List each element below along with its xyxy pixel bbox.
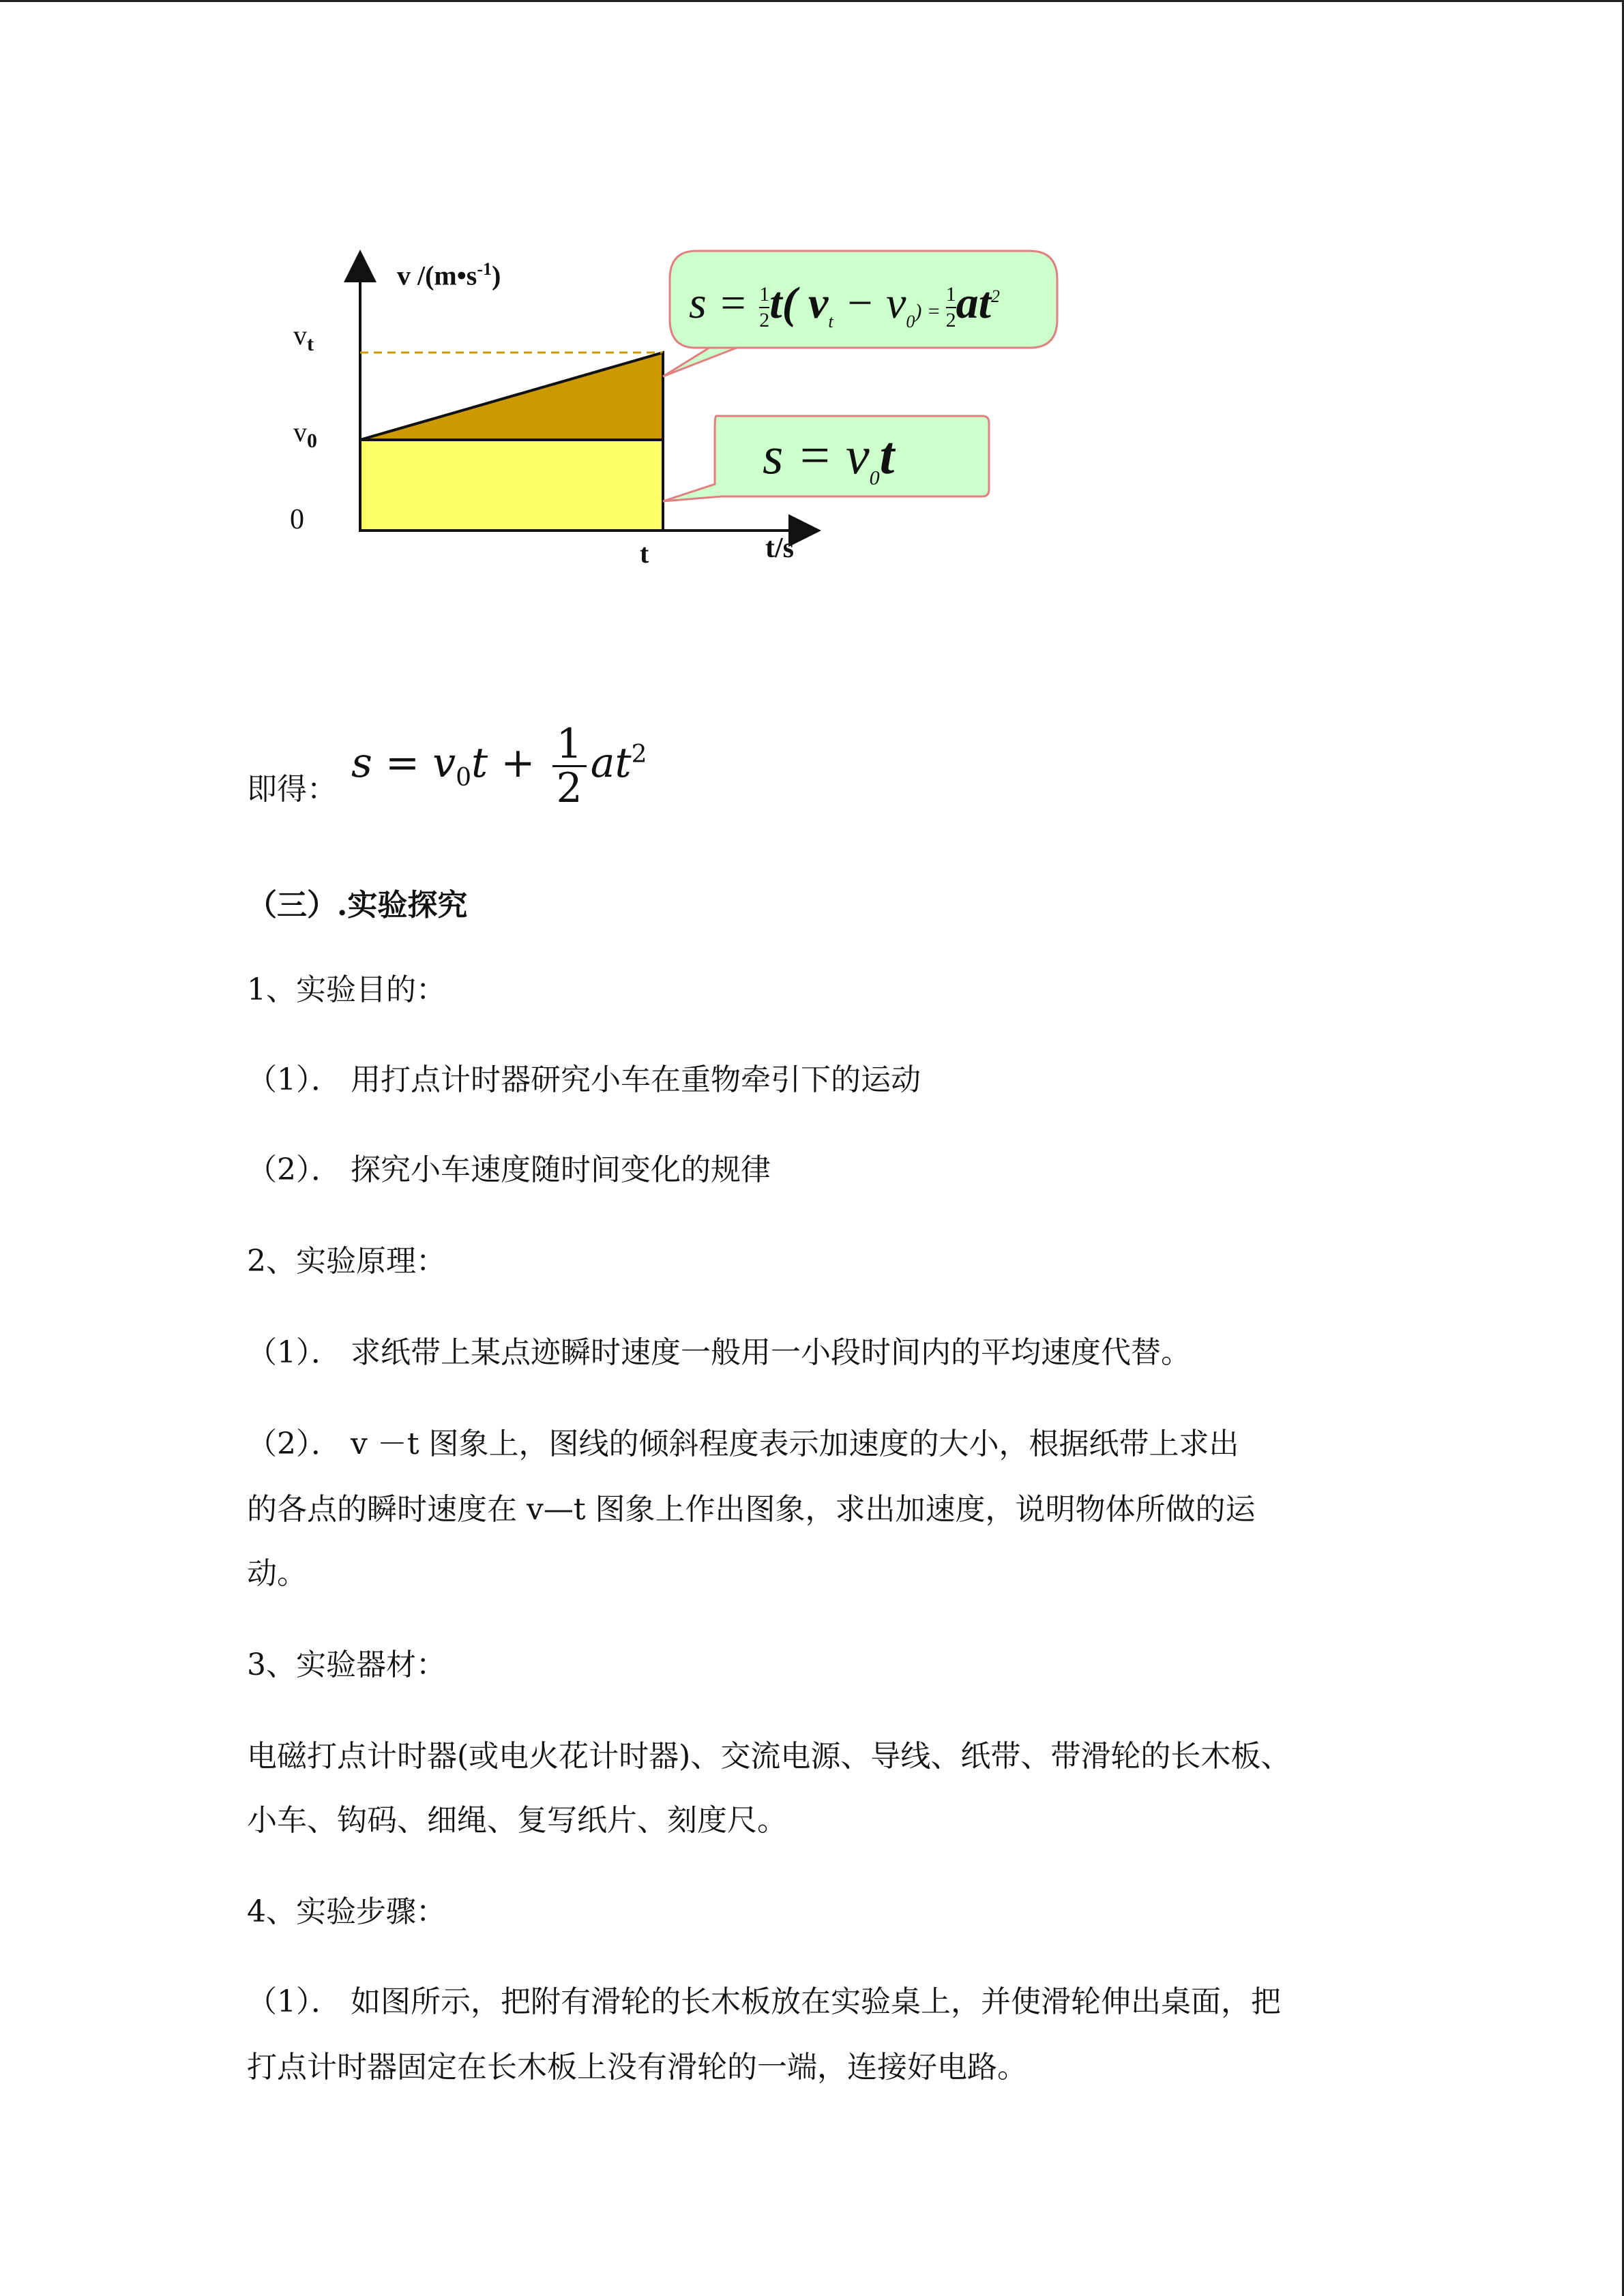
- top-bubble-exponent: 2: [991, 286, 1000, 306]
- text-line-7: 的各点的瞬时速度在 v—t 图象上作出图象，求出加速度，说明物体所做的运: [247, 1492, 1256, 1527]
- top-bubble-fraction-2-den: 2: [945, 308, 956, 331]
- text-line-8: 动。: [247, 1556, 307, 1591]
- top-bubble-fraction-1-den: 2: [759, 308, 770, 331]
- text-line-9: 3、实验器材：: [247, 1648, 446, 1682]
- text-line-10: 电磁打点计时器(或电火花计时器)、交流电源、导线、纸带、带滑轮的长木板、: [247, 1739, 1291, 1774]
- y-axis-label: [397, 259, 501, 291]
- derived-fraction-num: 1: [552, 723, 587, 767]
- tick-t: t: [640, 538, 649, 569]
- bottom-bubble-prefix: s = v: [763, 426, 870, 485]
- text-line-11: 小车、钩码、细绳、复写纸片、刻度尺。: [247, 1803, 787, 1838]
- top-bubble-prefix: s =: [689, 278, 760, 328]
- top-bubble-mid-sub: t: [828, 312, 833, 332]
- top-bubble-fraction-2-num: 1: [946, 282, 956, 308]
- text-line-6: （2）． v －t 图象上，图线的倾斜程度表示加速度的大小，根据纸带上求出: [247, 1427, 1239, 1461]
- tick-vt-subscript: t: [307, 333, 314, 355]
- section-heading: （三）.实验探究: [247, 888, 468, 923]
- text-line-14: 打点计时器固定在长木板上没有滑轮的一端，连接好电路。: [247, 2050, 1027, 2085]
- y-axis-label-close: ): [492, 260, 501, 291]
- derived-exponent: 2: [631, 741, 647, 769]
- tick-vt: [293, 319, 314, 356]
- derived-fraction: [552, 720, 587, 812]
- text-line-1: 1、实验目的：: [247, 972, 446, 1007]
- x-axis-label: t/s: [765, 533, 794, 564]
- y-axis-label-text: v /(m•s: [397, 260, 477, 291]
- derived-lhs: s = v: [351, 739, 456, 788]
- bottom-bubble-sub: 0: [869, 466, 880, 490]
- bottom-bubble-suffix: t: [879, 426, 895, 485]
- tick-v0-subscript: 0: [307, 430, 317, 452]
- y-axis-label-exponent: -1: [477, 259, 492, 279]
- top-bubble-close: ) =: [915, 300, 946, 323]
- text-line-2: （1）． 用打点计时器研究小车在重物牵引下的运动: [247, 1062, 921, 1097]
- page-border-top: [0, 0, 1624, 2]
- top-bubble-mid: t( v: [769, 278, 829, 328]
- text-line-3: （2）． 探究小车速度随时间变化的规律: [247, 1152, 771, 1187]
- text-line-12: 4、实验步骤：: [247, 1894, 446, 1929]
- tick-vt-symbol: v: [293, 320, 307, 351]
- top-bubble-fraction-1-num: 1: [759, 282, 769, 308]
- tick-origin: 0: [290, 504, 304, 535]
- derived-fraction-den: 2: [556, 764, 582, 812]
- derived-label: 即得：: [247, 772, 337, 807]
- tick-v0-symbol: v: [293, 417, 307, 447]
- displacement-triangle: [360, 353, 663, 440]
- text-line-4: 2、实验原理：: [247, 1244, 446, 1279]
- top-bubble-fraction-1: [759, 282, 769, 333]
- derived-rhs: at: [590, 739, 632, 788]
- top-bubble-formula: [689, 259, 1000, 359]
- derived-formula: [351, 720, 647, 812]
- displacement-rect: [360, 440, 663, 531]
- velocity-time-diagram: [273, 232, 1091, 586]
- top-bubble-minus: − v: [833, 278, 906, 328]
- text-line-5: （1）． 求纸带上某点迹瞬时速度一般用一小段时间内的平均速度代替。: [247, 1335, 1191, 1370]
- top-bubble-fraction-2: [946, 282, 956, 333]
- top-bubble-minus-sub: 0: [906, 312, 915, 332]
- derived-mid: t +: [471, 739, 548, 788]
- text-line-13: （1）． 如图所示，把附有滑轮的长木板放在实验桌上，并使滑轮伸出桌面，把: [247, 1984, 1281, 2019]
- top-bubble-suffix: at: [956, 278, 991, 328]
- tick-v0: [293, 416, 317, 453]
- derived-subscript: 0: [456, 764, 472, 792]
- bottom-bubble-formula: [763, 421, 894, 513]
